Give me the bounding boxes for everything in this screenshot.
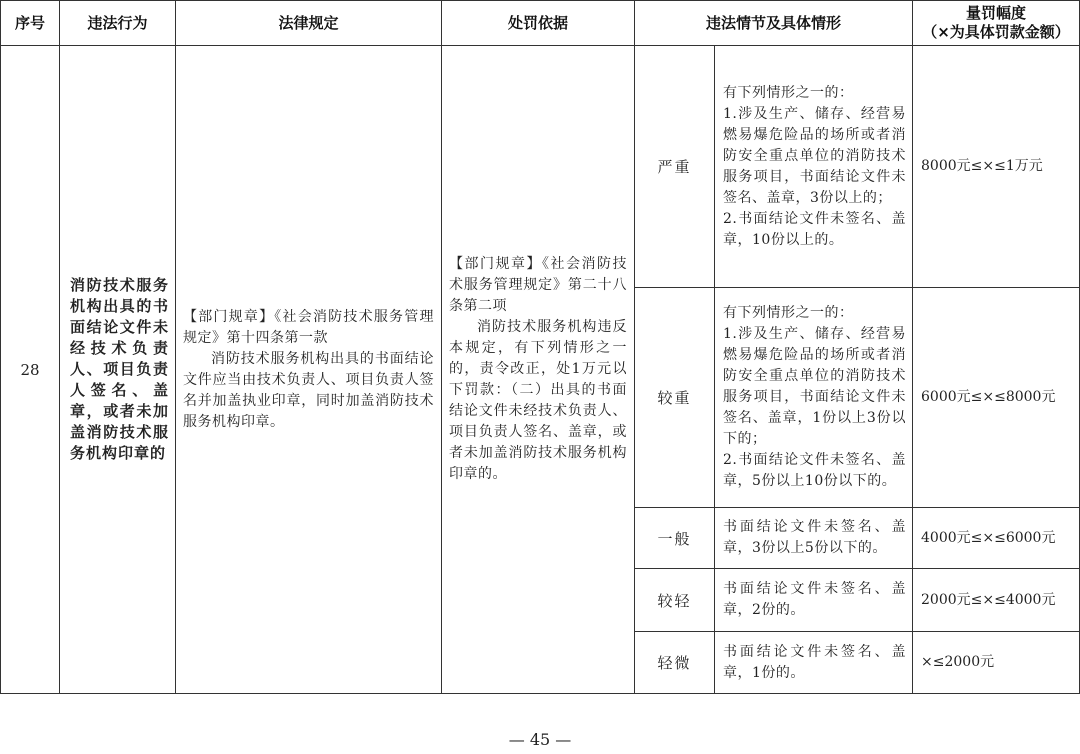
detail-line: 有下列情形之一的：	[723, 84, 854, 101]
header-circumstance: 违法情节及具体情形	[635, 1, 913, 46]
page-number: — 45 —	[508, 730, 572, 749]
level-label: 较重	[635, 288, 715, 508]
law-title: 【部门规章】《社会消防技术服务管理规定》第十四条第一款	[183, 308, 434, 346]
legal-provision	[176, 46, 442, 694]
law-text: 消防技术服务机构出具的书面结论文件应当由技术负责人、项目负责人签名并加盖执业印章，同时加盖消防技术服务机构印章。	[183, 350, 434, 430]
level-detail	[715, 632, 913, 694]
fine-range: 8000元≤×≤1万元	[913, 46, 1080, 288]
fine-range: 4000元≤×≤6000元	[913, 508, 1080, 569]
fine-range: ×≤2000元	[913, 632, 1080, 694]
table-row	[1, 46, 1080, 288]
level-label: 轻微	[635, 632, 715, 694]
level-label: 严重	[635, 46, 715, 288]
detail-line: 有下列情形之一的：	[723, 305, 854, 321]
detail-line: 书面结论文件未签名、盖章，3份以上5份以下的。	[723, 519, 907, 556]
penalty-basis	[442, 46, 635, 694]
level-detail	[715, 508, 913, 569]
header-range	[913, 1, 1080, 46]
level-detail	[715, 46, 913, 288]
header-range-line1: 量罚幅度	[966, 4, 1027, 22]
level-label: 一般	[635, 508, 715, 569]
basis-title: 【部门规章】《社会消防技术服务管理规定》第二十八条第二项	[449, 256, 627, 314]
header-act: 违法行为	[60, 1, 176, 46]
detail-line: 1.涉及生产、储存、经营易燃易爆危险品的场所或者消防安全重点单位的消防技术服务项目，书面结论文件未签名、盖章，3份以上的；	[723, 105, 907, 206]
violation-act: 消防技术服务机构出具的书面结论文件未经技术负责人、项目负责人签名、盖章，或者未加盖消防技术服务机构印章的	[60, 46, 176, 694]
level-label: 较轻	[635, 569, 715, 632]
level-detail	[715, 569, 913, 632]
detail-line: 书面结论文件未签名、盖章，1份的。	[723, 643, 907, 681]
header-basis: 处罚依据	[442, 1, 635, 46]
fine-range: 6000元≤×≤8000元	[913, 288, 1080, 508]
fine-range: 2000元≤×≤4000元	[913, 569, 1080, 632]
header-row	[1, 1, 1080, 46]
basis-text: 消防技术服务机构违反本规定，有下列情形之一的，责令改正，处1万元以下罚款：（二）出具的书面结论文件未经技术负责人、项目负责人签名、盖章，或者未加盖消防技术服务机构印章的。	[449, 319, 627, 482]
row-number: 28	[1, 46, 60, 694]
header-range-line2: （×为具体罚款金额）	[922, 23, 1070, 41]
level-detail	[715, 288, 913, 508]
detail-line: 书面结论文件未签名、盖章，2份的。	[723, 581, 907, 618]
detail-line: 1.涉及生产、储存、经营易燃易爆危险品的场所或者消防安全重点单位的消防技术服务项目，书面结论文件未签名、盖章，1份以上3份以下的；	[723, 326, 907, 447]
detail-line: 2.书面结论文件未签名、盖章，10份以上的。	[723, 210, 907, 248]
header-law: 法律规定	[176, 1, 442, 46]
detail-line: 2.书面结论文件未签名、盖章，5份以上10份以下的。	[723, 452, 907, 489]
header-no: 序号	[1, 1, 60, 46]
